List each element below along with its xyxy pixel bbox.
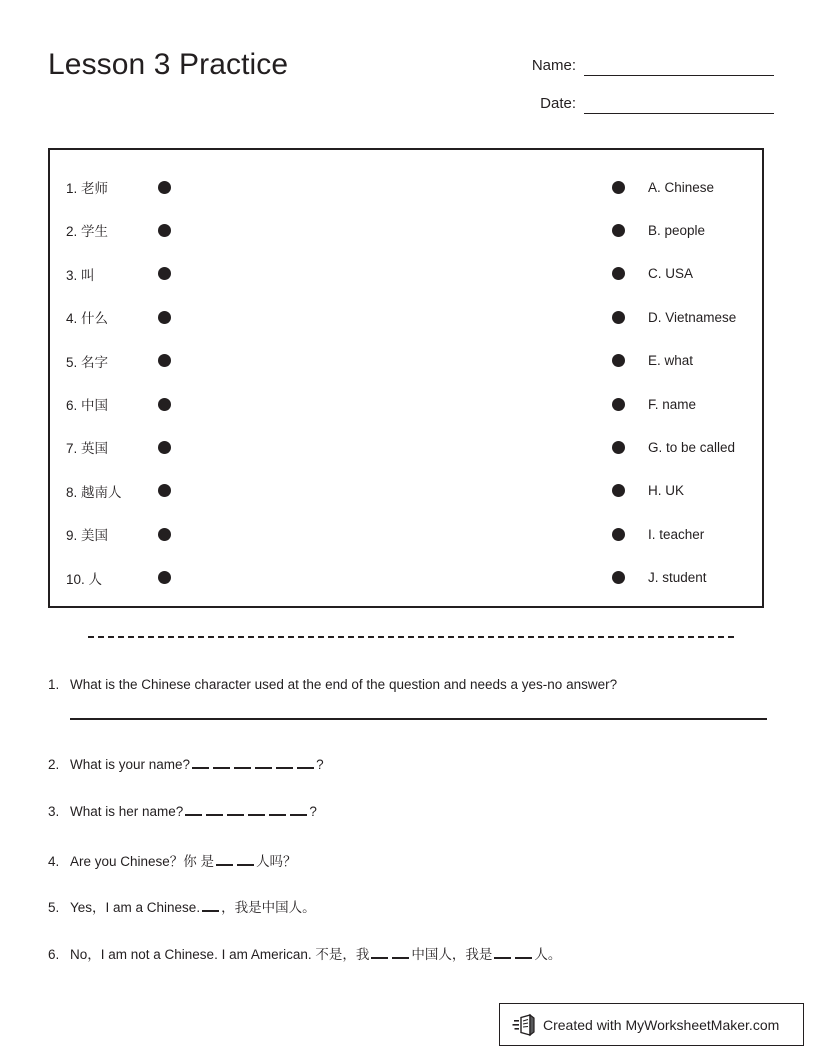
match-right-label: B. people bbox=[648, 222, 706, 238]
question-prompt: What is the Chinese character used at the end of the question and needs a yes-no answer? bbox=[70, 677, 618, 692]
blank-segment[interactable] bbox=[269, 803, 286, 816]
match-left-label: 3. 叫 bbox=[66, 267, 95, 283]
question-text bbox=[70, 896, 316, 916]
blank-segment[interactable] bbox=[213, 756, 230, 769]
question-number: 4. bbox=[48, 854, 60, 869]
answer-blank-second[interactable] bbox=[494, 946, 532, 962]
match-left-item[interactable] bbox=[66, 308, 216, 326]
question-text bbox=[70, 803, 317, 819]
match-row bbox=[50, 395, 762, 413]
match-left-label: 7. 英国 bbox=[66, 441, 109, 457]
match-left-dot[interactable] bbox=[158, 267, 171, 280]
match-right-item[interactable] bbox=[612, 265, 693, 283]
question-post-text: 人吗？ bbox=[256, 854, 297, 869]
dashed-separator bbox=[88, 636, 734, 638]
match-left-label: 4. 什么 bbox=[66, 311, 109, 327]
match-left-dot[interactable] bbox=[158, 311, 171, 324]
match-right-item[interactable] bbox=[612, 395, 696, 413]
match-right-label: F. name bbox=[648, 396, 697, 412]
match-row bbox=[50, 352, 762, 370]
answer-blank[interactable] bbox=[202, 899, 219, 915]
blank-segment[interactable] bbox=[290, 803, 307, 816]
match-right-label: C. USA bbox=[648, 266, 694, 282]
match-right-dot[interactable] bbox=[612, 571, 625, 584]
blank-segment[interactable] bbox=[216, 853, 233, 866]
match-left-label: 6. 中国 bbox=[66, 398, 109, 413]
match-row bbox=[50, 569, 762, 587]
match-right-item[interactable] bbox=[612, 352, 693, 370]
answer-write-line[interactable] bbox=[70, 718, 767, 720]
match-right-label: A. Chinese bbox=[648, 179, 715, 195]
match-left-label: 8. 越南人 bbox=[66, 484, 122, 500]
match-row bbox=[50, 525, 762, 543]
blank-segment[interactable] bbox=[371, 946, 388, 959]
match-right-label: H. UK bbox=[648, 483, 685, 499]
blank-segment[interactable] bbox=[234, 756, 251, 769]
question-number: 5. bbox=[48, 900, 60, 915]
match-left-item[interactable] bbox=[66, 395, 216, 413]
question-row bbox=[48, 803, 317, 819]
match-left-label: 9. 美国 bbox=[66, 528, 109, 544]
match-right-item[interactable] bbox=[612, 221, 705, 239]
match-right-item[interactable] bbox=[612, 482, 684, 500]
match-left-dot[interactable] bbox=[158, 441, 171, 454]
question-post-text: ? bbox=[316, 757, 324, 772]
match-right-label: G. to be called bbox=[648, 439, 736, 455]
blank-segment[interactable] bbox=[192, 756, 209, 769]
match-left-dot[interactable] bbox=[158, 398, 171, 411]
blank-segment[interactable] bbox=[276, 756, 293, 769]
blank-segment[interactable] bbox=[297, 756, 314, 769]
match-right-dot[interactable] bbox=[612, 267, 625, 280]
blank-segment[interactable] bbox=[515, 946, 532, 959]
match-right-item[interactable] bbox=[612, 569, 707, 587]
match-row bbox=[50, 438, 762, 456]
name-label: Name: bbox=[531, 57, 576, 74]
match-left-item[interactable] bbox=[66, 482, 216, 500]
blank-segment[interactable] bbox=[237, 853, 254, 866]
blank-segment[interactable] bbox=[206, 803, 223, 816]
answer-blank[interactable] bbox=[371, 946, 409, 962]
match-row bbox=[50, 221, 762, 239]
name-field-row bbox=[508, 52, 774, 76]
match-left-item[interactable] bbox=[66, 178, 216, 196]
question-prompt: What is your name? bbox=[70, 757, 191, 772]
match-left-label: 1. 老师 bbox=[66, 181, 109, 196]
question-prompt: What is her name? bbox=[70, 804, 184, 819]
blank-segment[interactable] bbox=[227, 803, 244, 816]
blank-segment[interactable] bbox=[255, 756, 272, 769]
footer-label: Created with MyWorksheetMaker.com bbox=[543, 1016, 780, 1033]
question-row bbox=[48, 756, 324, 772]
match-left-item[interactable] bbox=[66, 221, 216, 239]
name-input-line[interactable] bbox=[584, 56, 774, 76]
match-left-label: 5. 名字 bbox=[66, 354, 109, 370]
match-right-dot[interactable] bbox=[612, 398, 625, 411]
match-right-dot[interactable] bbox=[612, 484, 625, 497]
question-number: 2. bbox=[48, 757, 60, 772]
match-left-label: 2. 学生 bbox=[66, 224, 109, 240]
answer-blank[interactable] bbox=[185, 803, 307, 819]
match-right-label: D. Vietnamese bbox=[648, 309, 737, 325]
question-text bbox=[70, 677, 617, 692]
match-row bbox=[50, 482, 762, 500]
question-post-text: ，我是中国人。 bbox=[221, 900, 316, 915]
match-left-dot[interactable] bbox=[158, 354, 171, 367]
question-row bbox=[48, 896, 316, 916]
match-right-dot[interactable] bbox=[612, 311, 625, 324]
match-right-label: J. student bbox=[648, 570, 707, 586]
answer-blank[interactable] bbox=[192, 756, 314, 772]
match-right-item[interactable] bbox=[612, 525, 704, 543]
match-right-dot[interactable] bbox=[612, 441, 625, 454]
match-right-label: E. what bbox=[648, 353, 694, 369]
question-number: 3. bbox=[48, 804, 60, 819]
question-row bbox=[48, 850, 297, 870]
match-row bbox=[50, 265, 762, 283]
match-left-label: 10. 人 bbox=[66, 571, 103, 587]
blank-segment[interactable] bbox=[185, 803, 202, 816]
blank-segment[interactable] bbox=[392, 946, 409, 959]
question-mid-text: 中国人，我是 bbox=[411, 947, 493, 962]
question-prompt: Are you Chinese？你 是 bbox=[70, 854, 215, 869]
match-right-item[interactable] bbox=[612, 308, 736, 326]
match-left-dot[interactable] bbox=[158, 484, 171, 497]
blank-segment[interactable] bbox=[248, 803, 265, 816]
match-right-dot[interactable] bbox=[612, 528, 625, 541]
match-right-label: I. teacher bbox=[648, 526, 705, 542]
question-post-text: ? bbox=[309, 804, 317, 819]
question-number: 6. bbox=[48, 947, 60, 962]
page-title: Lesson 3 Practice bbox=[48, 48, 289, 81]
question-post-text: 人。 bbox=[534, 947, 562, 962]
flying-page-icon bbox=[512, 1012, 538, 1038]
blank-segment[interactable] bbox=[494, 946, 511, 959]
match-row bbox=[50, 178, 762, 196]
match-row bbox=[50, 308, 762, 326]
question-prompt: No，I am not a Chinese. I am American. 不是，我 bbox=[70, 947, 370, 962]
question-row bbox=[48, 677, 617, 692]
match-right-item[interactable] bbox=[612, 438, 735, 456]
match-right-dot[interactable] bbox=[612, 224, 625, 237]
question-prompt: Yes，I am a Chinese. bbox=[70, 900, 201, 915]
date-label: Date: bbox=[540, 95, 576, 112]
match-left-item[interactable] bbox=[66, 569, 216, 587]
answer-blank[interactable] bbox=[216, 853, 254, 869]
match-left-dot[interactable] bbox=[158, 528, 171, 541]
match-left-dot[interactable] bbox=[158, 571, 171, 584]
question-row bbox=[48, 943, 561, 963]
match-left-item[interactable] bbox=[66, 525, 216, 543]
question-text bbox=[70, 943, 561, 963]
match-right-dot[interactable] bbox=[612, 354, 625, 367]
match-left-item[interactable] bbox=[66, 265, 216, 283]
footer-badge[interactable] bbox=[499, 1003, 804, 1046]
question-number: 1. bbox=[48, 677, 60, 692]
date-input-line[interactable] bbox=[584, 94, 774, 114]
match-left-item[interactable] bbox=[66, 438, 216, 456]
date-field-row bbox=[508, 90, 774, 114]
matching-exercise-box bbox=[48, 148, 764, 608]
match-right-dot[interactable] bbox=[612, 181, 625, 194]
match-left-dot[interactable] bbox=[158, 224, 171, 237]
question-text bbox=[70, 850, 297, 870]
match-right-item[interactable] bbox=[612, 178, 714, 196]
match-left-dot[interactable] bbox=[158, 181, 171, 194]
question-text bbox=[70, 756, 324, 772]
match-left-item[interactable] bbox=[66, 352, 216, 370]
blank-segment[interactable] bbox=[202, 899, 219, 912]
worksheet-header bbox=[0, 0, 816, 130]
